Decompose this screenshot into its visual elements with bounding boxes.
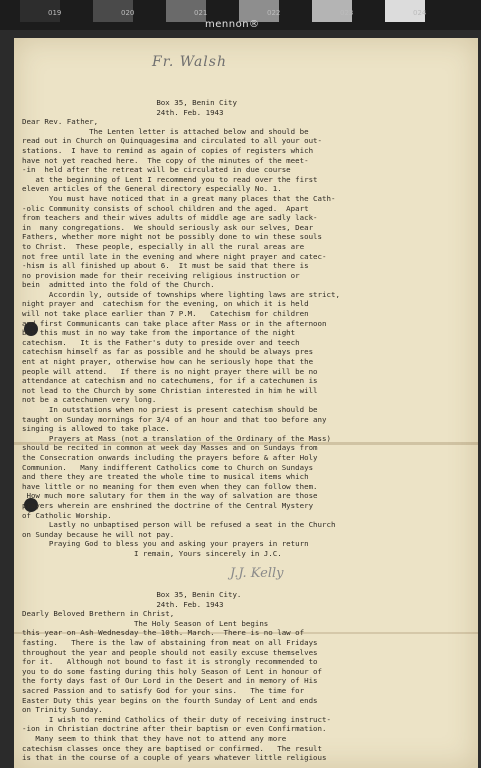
letter-line: should be recited in common at week day Masses and on Sundays from <box>22 443 318 453</box>
letter-line: throughout the year and people should not easily excuse themselves <box>22 647 318 657</box>
letter-line: on Sunday because he will not pay. <box>22 529 175 539</box>
letter-line: from teachers and their wives adults of middle age are sadly lack- <box>22 213 318 223</box>
letter-line: Lastly no unbaptised person will be refused a seat in the Church <box>22 520 336 530</box>
letter-line: Box 35, Benin City <box>22 98 237 107</box>
calibration-swatch-number: 019 <box>48 9 62 17</box>
letter-line: at the beginning of Lent I recommend you to read over the first <box>22 174 318 184</box>
letter-line: not be a catechumen very long. <box>22 395 157 405</box>
letter-line: stations. I have to remind as again of copies of registers which <box>22 145 314 155</box>
letter-line: will not take place earlier than 7 P.M. Catechism for children <box>22 309 309 319</box>
letter-line: Fathers, whether more might not be possibly done to win these souls <box>22 232 323 242</box>
letter-line: attendance at catechism and no catechumens, for if a catechumen is <box>22 376 318 386</box>
letter-line: The Holy Season of Lent begins <box>22 618 269 628</box>
handwritten-name: Fr. Walsh <box>152 54 227 70</box>
letter-line: Easter Duty this year begins on the fourth Sunday of Lent and ends <box>22 695 318 705</box>
calibration-brand-label: mennon® <box>205 19 260 30</box>
letter-line: catechism classes once they are baptised or confirmed. The result <box>22 743 323 753</box>
letter-line: I remain, Yours sincerely in J.C. <box>22 548 282 558</box>
letter-line: this year on Ash Wednesday the 10th. March. There is no law of <box>22 628 305 638</box>
letter-line: -ion in Christian doctrine after their baptism or even Confirmation. <box>22 724 327 734</box>
letter-line: prayers wherein are enshrined the doctrine of the Central Mystery <box>22 500 314 510</box>
letter-line: Communion. Many indifferent Catholics come to Church on Sundays <box>22 462 314 472</box>
letter-line: have not yet reached here. The copy of the minutes of the meet- <box>22 155 309 165</box>
letter-line: the forty days fast of Our Lord in the Desert and in memory of His <box>22 676 318 686</box>
letter-line: 24th. Feb. 1943 <box>22 599 224 609</box>
letter-line: How much more salutary for them in the way of salvation are those <box>22 491 318 501</box>
letter-line: for it. Although not bound to fast it is strongly recommended to <box>22 657 318 667</box>
calibration-swatch-number: 024 <box>413 9 427 17</box>
second-letter-lenten-pastoral <box>22 590 472 763</box>
letter-line: eleven articles of the General directory especially No. 1. <box>22 184 282 194</box>
letter-line: Box 35, Benin City. <box>22 590 242 599</box>
letter-line: catechism. It is the Father's duty to preside over and teech <box>22 337 300 347</box>
letter-line: singing is allowed to take place. <box>22 424 170 434</box>
letter-line: read out in Church on Quinquagesima and circulated to all your out- <box>22 136 323 146</box>
letter-line: Praying God to bless you and asking your prayers in return <box>22 539 309 549</box>
letter-line: The Lenten letter is attached below and should be <box>22 126 309 136</box>
letter-line: in many congregations. We should seriously ask our selves, Dear <box>22 222 314 232</box>
handwritten-signature: J.J. Kelly <box>230 566 284 581</box>
letter-line: have little or no meaning for them even when they can follow them. <box>22 481 318 491</box>
letter-line: I wish to remind Catholics of their duty of receiving instruct- <box>22 714 331 724</box>
letter-line: taught on Sunday mornings for 3/4 of an hour and that too before any <box>22 414 327 424</box>
letter-line: sacred Passion and to satisfy God for your sins. The time for <box>22 685 305 695</box>
letter-line: ent at night prayer, otherwise how can he seriously hope that the <box>22 357 314 367</box>
calibration-swatch-number: 022 <box>267 9 281 17</box>
calibration-swatch-number: 023 <box>340 9 354 17</box>
letter-line: catechism himself as far as possible and he should be always pres <box>22 347 314 357</box>
letter-line: Many seem to think that they have not to attend any more <box>22 733 287 743</box>
letter-line: -in held after the retreat will be circulated in due course <box>22 165 291 175</box>
letter-line: of Catholic Worship. <box>22 510 112 520</box>
letter-line: night prayer and catechism for the evening, on which it is held <box>22 299 309 309</box>
letter-line: Dearly Beloved Brethern in Christ, <box>22 609 175 619</box>
letter-line: on Trinity Sunday. <box>22 705 103 715</box>
letter-line: to Christ. These people, especially in all the rural areas are <box>22 241 305 251</box>
letter-line: -olic Community consists of school children and the aged. Apart <box>22 203 309 213</box>
letter-line: you to do some fasting during this holy Season of Lent in honour of <box>22 666 323 676</box>
letter-line: and there they are treated the whole time to musical items which <box>22 472 309 482</box>
letter-line: Accordin ly, outside of townships where lighting laws are strict, <box>22 289 340 299</box>
letter-line: no provision made for their receiving religious instruction or <box>22 270 300 280</box>
letter-line: fasting. There is the law of abstaining from meat on all Fridays <box>22 637 318 647</box>
letter-line: and first Communicants can take place after Mass or in the afternoon <box>22 318 327 328</box>
calibration-swatch-number: 020 <box>121 9 135 17</box>
letter-line: In outstations when no priest is present catechism should be <box>22 405 318 414</box>
letter-line: Prayers at Mass (not a translation of the Ordinary of the Mass) <box>22 433 331 443</box>
letter-line: 24th. Feb. 1943 <box>22 107 224 117</box>
letter-line: bein admitted into the fold of the Church. <box>22 280 215 290</box>
letter-line: people will attend. If there is no night prayer there will be no <box>22 366 318 376</box>
letter-line: the Consecration onwards including the prayers before & after Holy <box>22 452 318 462</box>
letter-line: You must have noticed that in a great many places that the Cath- <box>22 193 336 203</box>
letter-line: -hism is all finished up about 6. It must be said that there is <box>22 261 309 271</box>
letter-line: not lead to the Church by some Christian interested in him he will <box>22 385 318 395</box>
letter-line: Dear Rev. Father, <box>22 117 99 127</box>
first-letter <box>22 98 472 559</box>
calibration-swatch-number: 021 <box>194 9 208 17</box>
letter-line: not free until late in the evening and where night prayer and catec- <box>22 251 327 261</box>
letter-line: but this must in no way take from the importance of the night <box>22 328 296 338</box>
letter-line: is that in the course of a couple of years whatever little religious <box>22 753 327 763</box>
